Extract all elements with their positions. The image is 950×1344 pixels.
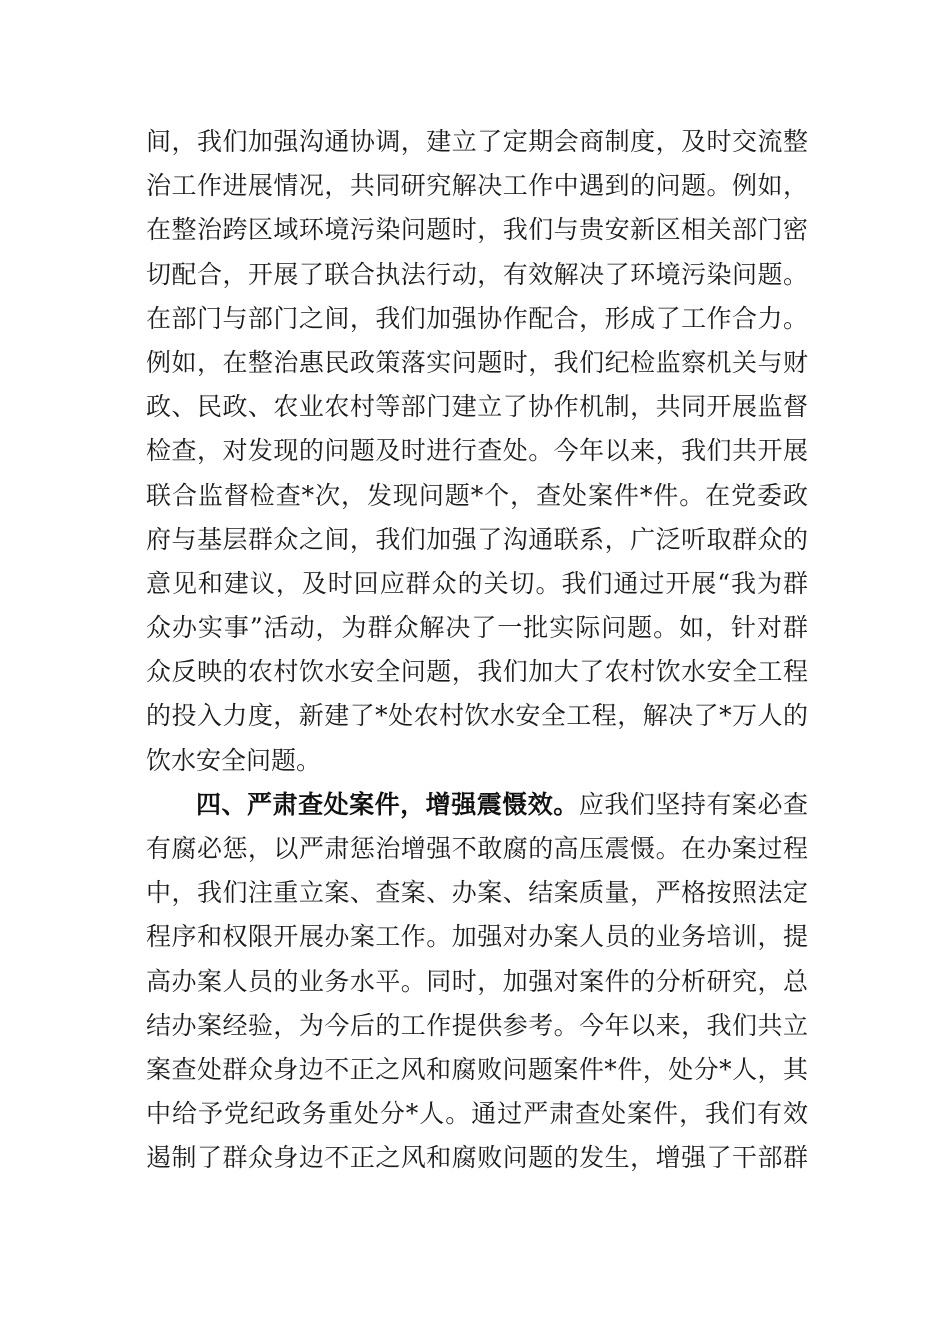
paragraph-line: 众反映的农村饮水安全问题，我们加大了农村饮水安全工程 <box>146 657 808 687</box>
paragraph-line: 联合监督检查*次，发现问题*个，查处案件*件。在党委政 <box>146 480 808 510</box>
paragraph-line: 的投入力度，新建了*处农村饮水安全工程，解决了*万人的 <box>146 701 808 731</box>
paragraph-line: 在整治跨区域环境污染问题时，我们与贵安新区相关部门密 <box>146 215 808 245</box>
paragraph-line: 切配合，开展了联合执法行动，有效解决了环境污染问题。 <box>146 259 808 289</box>
section-line: 中，我们注重立案、查案、办案、结案质量，严格按照法定 <box>146 878 808 908</box>
paragraph-line: 例如，在整治惠民政策落实问题时，我们纪检监察机关与财 <box>146 347 808 377</box>
document-body <box>146 120 808 1181</box>
paragraph-line: 政、民政、农业农村等部门建立了协作机制，共同开展监督 <box>146 392 808 422</box>
section-line: 中给予党纪政务重处分*人。通过严肃查处案件，我们有效 <box>146 1099 808 1129</box>
section-line: 程序和权限开展办案工作。加强对办案人员的业务培训，提 <box>146 922 808 952</box>
section-line: 案查处群众身边不正之风和腐败问题案件*件，处分*人，其 <box>146 1054 808 1084</box>
section-line: 遏制了群众身边不正之风和腐败问题的发生，增强了干部群 <box>146 1143 808 1173</box>
section-heading: 四、严肃查处案件，增强震慑效。 <box>196 789 579 819</box>
paragraph-line: 治工作进展情况，共同研究解决工作中遇到的问题。例如， <box>146 171 808 201</box>
section-first-line <box>146 783 808 827</box>
paragraph-line: 饮水安全问题。 <box>146 745 322 775</box>
section-line: 有腐必惩，以严肃惩治增强不敢腐的高压震慑。在办案过程 <box>146 834 808 863</box>
section-line: 高办案人员的业务水平。同时，加强对案件的分析研究，总 <box>146 966 808 996</box>
paragraph-line: 检查，对发现的问题及时进行查处。今年以来，我们共开展 <box>146 436 808 466</box>
paragraph-line: 意见和建议，及时回应群众的关切。我们通过开展“我为群 <box>146 568 808 598</box>
section-line: 结办案经验，为今后的工作提供参考。今年以来，我们共立 <box>146 1010 808 1040</box>
paragraph-line: 间，我们加强沟通协调，建立了定期会商制度，及时交流整 <box>146 127 808 156</box>
paragraph-line: 在部门与部门之间，我们加强协作配合，形成了工作合力。 <box>146 303 808 333</box>
paragraph-line: 众办实事”活动，为群众解决了一批实际问题。如，针对群 <box>146 613 808 643</box>
section-first-line-text: 应我们坚持有案必查 <box>578 789 808 819</box>
paragraph-line: 府与基层群众之间，我们加强了沟通联系，广泛听取群众的 <box>146 524 808 554</box>
